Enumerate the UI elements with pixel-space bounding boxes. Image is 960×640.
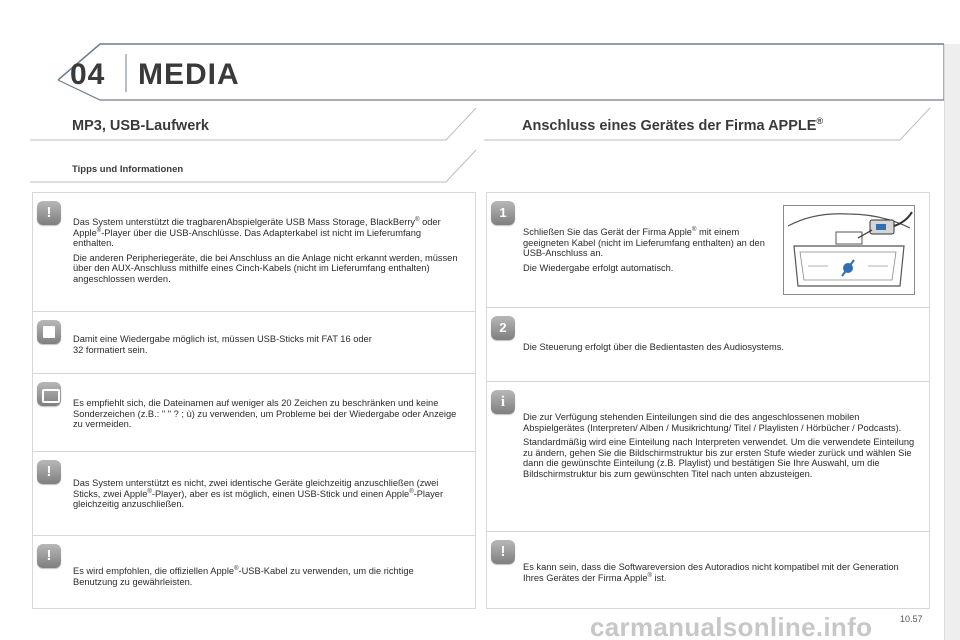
right-section-title: Anschluss eines Gerätes der Firma APPLE® (522, 116, 824, 134)
chapter-title: MEDIA (138, 58, 240, 91)
right-item-4 (487, 531, 929, 610)
page-edge-strip (944, 44, 960, 640)
page-number: 10.57 (900, 614, 923, 624)
left-item-2 (33, 311, 475, 373)
left-item-5 (33, 535, 475, 610)
paragraph: Die Steuerung erfolgt über die Bedientasten des Audiosystems. (523, 342, 784, 352)
exclamation-icon: ! (37, 201, 61, 225)
watermark: carmanualsonline.info (590, 612, 873, 640)
exclamation-icon: ! (37, 544, 61, 568)
paragraph: Die zur Verfügung stehenden Einteilungen sind die des angeschlossenen mobilen Abspielgerätes (Interpreten/ Alben / Musikrichtung/ Titel / Playlisten / Hörbücher / Podcasts). (523, 412, 902, 433)
step-1-icon: 1 (491, 201, 515, 225)
left-item-1 (33, 193, 475, 311)
paragraph: Das System unterstützt es nicht, zwei identische Geräte gleichzeitig anzuschließen (zwei Sticks, zwei Apple®-Player), aber es ist möglich, einen USB-Stick und einen Apple®-Player gleichzeitig anzuschließen. (73, 478, 444, 510)
usb-connection-illustration (783, 205, 915, 295)
left-item-3-text (73, 398, 468, 434)
right-item-3-text (523, 412, 917, 484)
left-info-panel (32, 192, 476, 609)
right-item-4-text (523, 562, 913, 587)
exclamation-icon: ! (491, 540, 515, 564)
left-section-title: MP3, USB-Laufwerk (72, 118, 209, 134)
right-item-1 (487, 193, 929, 307)
right-item-2 (487, 307, 929, 381)
right-item-3 (487, 381, 929, 531)
paragraph: Es kann sein, dass die Softwareversion des Autoradios nicht kompatibel mit der Generation Ihres Gerätes der Firma Apple® ist. (523, 562, 899, 583)
left-item-1-text (73, 217, 463, 289)
exclamation-icon: ! (37, 460, 61, 484)
paragraph: Es wird empfohlen, die offiziellen Apple®-USB-Kabel zu verwenden, um die richtige Benutzung zu gewährleisten. (73, 565, 414, 587)
left-item-5-text (73, 566, 453, 591)
paragraph: Das System unterstützt die tragbarenAbspielgeräte USB Mass Storage, BlackBerry® oder Apple®-Player über die USB-Anschlüsse. Das Adapterkabel ist nicht im Lieferumfang enthalten. (73, 216, 441, 249)
rectangle-icon (37, 382, 61, 406)
chapter-number: 04 (70, 58, 106, 91)
paragraph: Damit eine Wiedergabe möglich ist, müssen USB-Sticks mit FAT 16 oder 32 formatiert sein. (73, 334, 372, 355)
left-item-3 (33, 373, 475, 451)
paragraph: Es empfiehlt sich, die Dateinamen auf weniger als 20 Zeichen zu beschränken und keine Sonderzeichen (z.B.: " " ? ; ù) zu verwenden, um Probleme bei der Wiedergabe oder Anzeige zu vermeiden. (73, 398, 457, 430)
paragraph: Schließen Sie das Gerät der Firma Apple® mit einem geeigneten Kabel (nicht im Lieferumfang enthalten) an den USB-Anschluss an. (523, 226, 765, 259)
left-item-4 (33, 451, 475, 535)
header-decoration (0, 0, 960, 110)
right-item-1-text (523, 227, 773, 277)
paragraph: Standardmäßig wird eine Einteilung nach Interpreten verwendet. Um die verwendete Einteilung zu ändern, gehen Sie die Bildschirmstruktur bis zur ersten Stufe wieder zurück und wählen Sie dann die gewünschte Einteilung (z.B. Playlist) und bestätigen Sie Ihre Auswahl, um die Bildschirmstruktur bis zum gewünschten Titel nach unten abzusteigen. (523, 437, 915, 479)
usb-console-drawing (784, 206, 914, 294)
paragraph: Die Wiedergabe erfolgt automatisch. (523, 262, 674, 273)
square-icon (37, 320, 61, 344)
left-item-4-text (73, 478, 453, 514)
right-info-panel (486, 192, 930, 609)
right-item-2-text (523, 342, 913, 357)
step-2-icon: 2 (491, 316, 515, 340)
left-item-2-text (73, 334, 373, 359)
left-subtitle: Tipps und Informationen (72, 164, 184, 175)
info-icon: i (491, 390, 515, 414)
paragraph: Die anderen Peripheriegeräte, die bei Anschluss an die Anlage nicht erkannt werden, müssen über den AUX-Anschluss mithilfe eines Cinch-Kabels (nicht im Lieferumfang enthalten) angeschlossen werden. (73, 252, 458, 284)
